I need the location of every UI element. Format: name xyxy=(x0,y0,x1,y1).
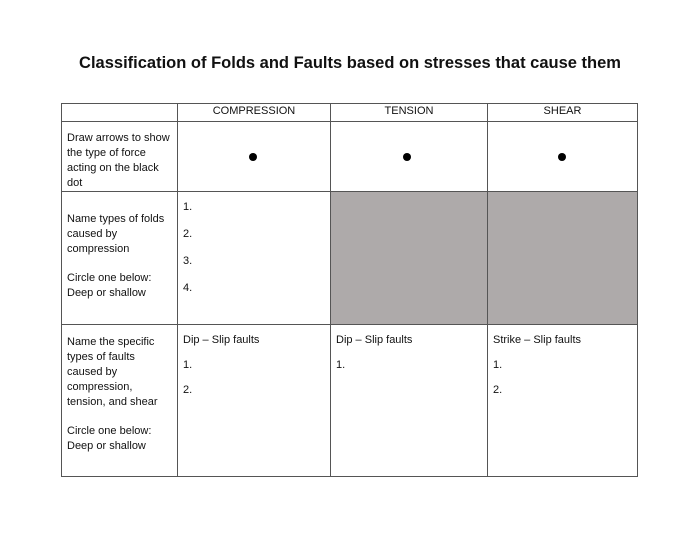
faults-tension-cell[interactable] xyxy=(331,325,488,477)
fold-number-4: 4. xyxy=(183,282,193,294)
folds-row xyxy=(62,192,638,325)
compression-fault-heading: Dip – Slip faults xyxy=(183,334,260,346)
shear-dot-cell[interactable] xyxy=(488,122,638,192)
faults-circle-prompt: Circle one below: xyxy=(67,425,152,437)
arrows-row xyxy=(62,122,638,192)
folds-circle-options: Deep or shallow xyxy=(67,287,146,299)
folds-shear-shaded-cell xyxy=(488,192,638,325)
tension-fault-heading: Dip – Slip faults xyxy=(336,334,413,346)
arrows-row-label-cell xyxy=(62,122,178,192)
fold-number-2: 2. xyxy=(183,228,193,240)
faults-row-label-cell xyxy=(62,325,178,477)
folds-circle-prompt: Circle one below: xyxy=(67,272,152,284)
faults-shear-cell[interactable] xyxy=(488,325,638,477)
worksheet-title: Classification of Folds and Faults based on stresses that cause them xyxy=(79,54,621,72)
compression-fault-number-1: 1. xyxy=(183,359,193,371)
shear-fault-number-1: 1. xyxy=(493,359,503,371)
header-row xyxy=(62,104,638,122)
header-tension: TENSION xyxy=(331,104,488,122)
folds-tension-shaded-cell xyxy=(331,192,488,325)
faults-row-label: Name the specific types of faults caused by compression, tension, and shear xyxy=(67,336,158,408)
faults-row xyxy=(62,325,638,477)
classification-table xyxy=(61,103,638,477)
arrows-row-label: Draw arrows to show the type of force acting on the black dot xyxy=(67,132,170,189)
black-dot-compression xyxy=(249,153,257,161)
folds-answer-cell[interactable] xyxy=(178,192,331,325)
corner-cell xyxy=(62,104,178,122)
shear-fault-heading: Strike – Slip faults xyxy=(493,334,582,346)
folds-row-label-cell xyxy=(62,192,178,325)
folds-row-label: Name types of folds caused by compression xyxy=(67,213,165,255)
tension-dot-cell[interactable] xyxy=(331,122,488,192)
compression-fault-number-2: 2. xyxy=(183,384,193,396)
compression-dot-cell[interactable] xyxy=(178,122,331,192)
shear-fault-number-2: 2. xyxy=(493,384,503,396)
header-shear: SHEAR xyxy=(488,104,638,122)
black-dot-tension xyxy=(403,153,411,161)
tension-fault-number-1: 1. xyxy=(336,359,346,371)
faults-compression-cell[interactable] xyxy=(178,325,331,477)
fold-number-1: 1. xyxy=(183,201,193,213)
fold-number-3: 3. xyxy=(183,255,193,267)
faults-circle-options: Deep or shallow xyxy=(67,440,146,452)
black-dot-shear xyxy=(558,153,566,161)
header-compression: COMPRESSION xyxy=(178,104,331,122)
